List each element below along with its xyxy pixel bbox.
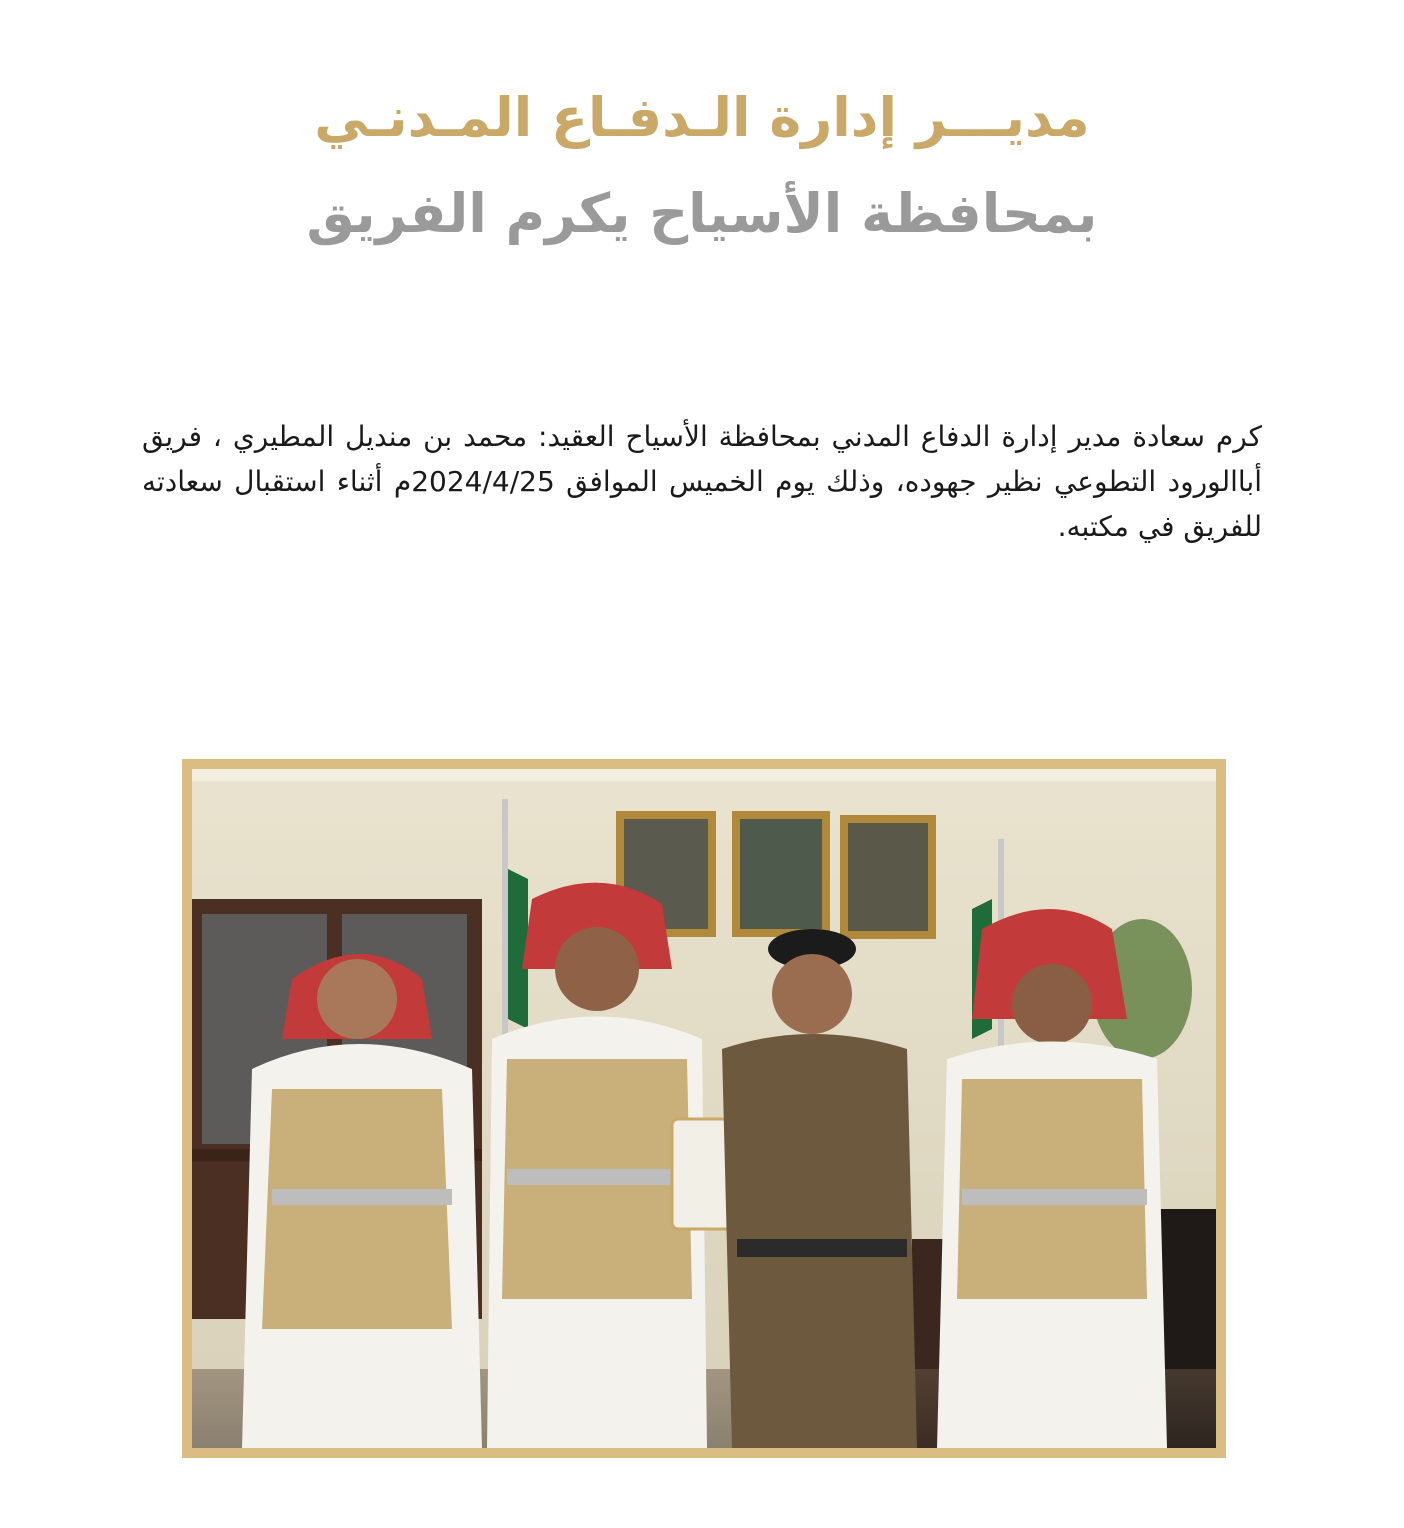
article-paragraph: كرم سعادة مدير إدارة الدفاع المدني بمحافظة الأسياح العقيد: محمد بن منديل المطيري ، فريق أباالورود التطوعي نظير جهوده، وذلك يوم الخميس الموافق 2024/4/25م أثناء استقبال سعادته للفريق في مكتبه. xyxy=(142,420,1262,543)
photo-frame xyxy=(182,759,1226,1458)
title-line-secondary: بمحافظة الأسياح يكرم الفريق xyxy=(306,182,1098,245)
page-title xyxy=(0,70,1404,262)
title-line-primary: مديـــر إدارة الـدفـاع المـدنـي xyxy=(314,86,1090,149)
event-photo xyxy=(192,769,1216,1448)
